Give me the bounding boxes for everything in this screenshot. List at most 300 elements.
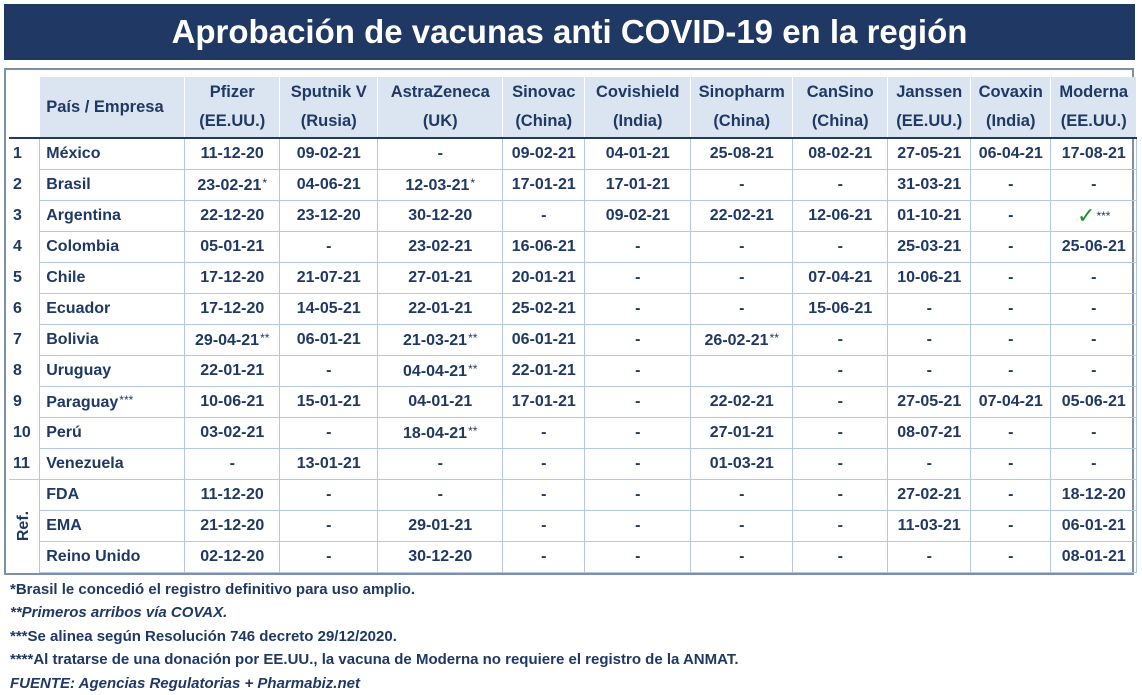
row-number: 10 <box>13 424 31 441</box>
footnote-line: ***Se alinea según Resolución 746 decreto 29/12/2020. <box>10 627 397 645</box>
footnote-line: FUENTE: Agencias Regulatorias + Pharmabiz.net <box>10 674 360 692</box>
row-number: 6 <box>13 300 22 317</box>
date-cell <box>1051 542 1137 573</box>
date-cell <box>971 449 1051 480</box>
cell-value: 22-12-20 <box>200 207 265 224</box>
date-cell <box>280 356 378 387</box>
footnote-marker: * <box>470 175 476 190</box>
date-cell <box>378 138 503 170</box>
cell-value: - <box>926 548 932 565</box>
cell-value: - <box>739 269 745 286</box>
row-number: 2 <box>13 176 22 193</box>
date-cell <box>503 356 585 387</box>
date-cell <box>503 449 585 480</box>
date-cell <box>793 449 888 480</box>
vaccine-name: Sinovac <box>512 83 576 101</box>
table-row <box>9 418 1137 449</box>
country-column-header: País / Empresa <box>40 77 185 138</box>
date-cell <box>1051 325 1137 356</box>
country-label: Paraguay <box>46 393 119 411</box>
cell-value: - <box>1091 331 1097 348</box>
cell-value: 21-07-21 <box>296 269 361 286</box>
date-cell <box>503 542 585 573</box>
date-cell <box>971 232 1051 263</box>
date-cell <box>378 542 503 573</box>
reference-row <box>9 542 1137 573</box>
date-cell <box>888 511 971 542</box>
footnote-line: ****Al tratarse de una donación por EE.UU., la vacuna de Moderna no requiere el registro de la ANMAT. <box>10 651 739 669</box>
cell-value: - <box>326 548 332 565</box>
cell-value: 26-02-21 <box>704 331 769 349</box>
cell-value: 17-12-20 <box>200 269 265 286</box>
date-cell <box>971 542 1051 573</box>
cell-value: 01-03-21 <box>709 455 774 472</box>
cell-value: 17-12-20 <box>200 300 265 317</box>
page-title: Aprobación de vacunas anti COVID-19 en la región <box>4 4 1135 60</box>
agency-name: EMA <box>40 511 185 542</box>
date-cell <box>280 263 378 294</box>
cell-value: 27-01-21 <box>709 424 774 441</box>
date-cell <box>888 170 971 201</box>
date-cell <box>280 325 378 356</box>
date-cell <box>888 542 971 573</box>
date-cell <box>971 201 1051 232</box>
date-cell <box>378 511 503 542</box>
cell-value: 31-03-21 <box>897 176 962 193</box>
vaccine-header <box>971 77 1051 138</box>
vaccine-origin: (UK) <box>422 112 458 130</box>
country-name <box>40 263 185 294</box>
date-cell <box>585 325 691 356</box>
agency-name: Reino Unido <box>40 542 185 573</box>
date-cell <box>1051 511 1137 542</box>
country-name <box>40 201 185 232</box>
date-cell <box>888 356 971 387</box>
cell-value: 18-04-21 <box>403 424 468 442</box>
cell-value: 27-05-21 <box>897 393 962 410</box>
date-cell <box>793 542 888 573</box>
cell-value: 06-01-21 <box>511 331 576 348</box>
cell-value: - <box>541 424 547 441</box>
vaccine-header <box>185 77 280 138</box>
date-cell <box>378 356 503 387</box>
vaccine-name: Covishield <box>596 83 680 101</box>
cell-value: - <box>437 455 443 472</box>
table-row <box>9 170 1137 201</box>
cell-value: - <box>635 424 641 441</box>
date-cell <box>503 511 585 542</box>
cell-value: - <box>635 331 641 348</box>
date-cell <box>1051 232 1137 263</box>
cell-value: 08-07-21 <box>897 424 962 441</box>
date-cell <box>378 201 503 232</box>
footnote-marker: *** <box>119 392 134 407</box>
cell-value: - <box>635 517 641 534</box>
cell-value: 17-01-21 <box>511 176 576 193</box>
date-cell <box>793 294 888 325</box>
date-cell <box>585 201 691 232</box>
cell-value: - <box>1008 331 1014 348</box>
date-cell <box>971 387 1051 418</box>
date-cell <box>1051 201 1137 232</box>
cell-value: - <box>326 517 332 534</box>
date-cell <box>691 325 793 356</box>
date-cell <box>888 294 971 325</box>
cell-value: 25-02-21 <box>511 300 576 317</box>
cell-value: - <box>1008 300 1014 317</box>
date-cell <box>691 387 793 418</box>
vaccine-origin: (EE.UU.) <box>199 112 266 130</box>
date-cell <box>503 170 585 201</box>
date-cell <box>793 511 888 542</box>
cell-value: - <box>635 362 641 379</box>
country-label: Venezuela <box>46 455 124 472</box>
date-cell <box>185 201 280 232</box>
date-cell <box>503 201 585 232</box>
cell-value: - <box>1008 176 1014 193</box>
date-cell <box>691 418 793 449</box>
reference-row <box>9 480 1137 511</box>
row-number: 4 <box>13 238 22 255</box>
cell-value: - <box>229 455 235 472</box>
date-cell <box>888 201 971 232</box>
country-label: Perú <box>46 424 82 441</box>
cell-value: 14-05-21 <box>296 300 361 317</box>
cell-value: - <box>837 455 843 472</box>
vaccine-origin: (China) <box>515 112 573 130</box>
date-cell <box>1051 449 1137 480</box>
table-row <box>9 263 1137 294</box>
cell-value: - <box>635 300 641 317</box>
cell-value: 08-02-21 <box>808 145 873 162</box>
cell-value: 04-01-21 <box>408 393 473 410</box>
cell-value: - <box>1008 517 1014 534</box>
date-cell <box>888 480 971 511</box>
cell-value: 21-12-20 <box>200 517 265 534</box>
date-cell <box>585 387 691 418</box>
cell-value: 02-12-20 <box>200 548 265 565</box>
cell-value: 15-01-21 <box>296 393 361 410</box>
cell-value: - <box>837 393 843 410</box>
cell-value: - <box>739 486 745 503</box>
date-cell <box>888 138 971 170</box>
cell-value: 10-06-21 <box>200 393 265 410</box>
vaccine-header <box>793 77 888 138</box>
reference-row <box>9 511 1137 542</box>
cell-value: - <box>541 486 547 503</box>
footnotes <box>10 578 739 695</box>
date-cell <box>185 294 280 325</box>
table-row <box>9 356 1137 387</box>
cell-value: - <box>326 362 332 379</box>
row-number: 7 <box>13 331 22 348</box>
vaccine-origin: (China) <box>713 112 771 130</box>
date-cell <box>378 387 503 418</box>
cell-value: 04-04-21 <box>403 362 468 380</box>
date-cell <box>585 418 691 449</box>
date-cell <box>793 480 888 511</box>
cell-value: 18-12-20 <box>1061 486 1126 503</box>
footnote-marker: *** <box>1096 209 1111 223</box>
table-row <box>9 138 1137 170</box>
cell-value: - <box>1091 300 1097 317</box>
date-cell <box>793 387 888 418</box>
vaccine-header <box>888 77 971 138</box>
cell-value: 07-04-21 <box>808 269 873 286</box>
date-cell <box>185 263 280 294</box>
cell-value: 12-06-21 <box>808 207 873 224</box>
country-label: Brasil <box>46 176 91 193</box>
footnote-marker: ** <box>769 330 779 345</box>
country-label: Chile <box>46 269 86 286</box>
cell-value: - <box>1091 269 1097 286</box>
date-cell <box>1051 387 1137 418</box>
country-label: Argentina <box>46 207 121 224</box>
date-cell <box>888 387 971 418</box>
country-name <box>40 356 185 387</box>
vaccine-header <box>503 77 585 138</box>
date-cell <box>585 294 691 325</box>
date-cell <box>691 138 793 170</box>
country-name <box>40 449 185 480</box>
date-cell <box>503 138 585 170</box>
cell-value: - <box>739 176 745 193</box>
cell-value: - <box>837 362 843 379</box>
ref-label-cell <box>9 480 40 573</box>
date-cell <box>185 542 280 573</box>
cell-value: 29-04-21 <box>195 331 260 349</box>
date-cell <box>378 294 503 325</box>
cell-value: - <box>837 548 843 565</box>
cell-value: - <box>926 331 932 348</box>
date-cell <box>185 356 280 387</box>
date-cell <box>185 170 280 201</box>
cell-value: 17-01-21 <box>605 176 670 193</box>
cell-value: 11-03-21 <box>897 517 961 534</box>
date-cell <box>378 480 503 511</box>
cell-value: - <box>635 393 641 410</box>
date-cell <box>691 356 793 387</box>
date-cell <box>793 170 888 201</box>
country-name <box>40 138 185 170</box>
cell-value: 11-12-20 <box>200 145 264 162</box>
date-cell <box>280 418 378 449</box>
footnote-marker: ** <box>468 361 478 376</box>
date-cell <box>971 263 1051 294</box>
vaccine-name: CanSino <box>806 83 874 101</box>
header-num-cell <box>9 77 40 138</box>
cell-value: - <box>326 238 332 255</box>
agency-name: FDA <box>40 480 185 511</box>
table-row <box>9 232 1137 263</box>
cell-value: 05-06-21 <box>1061 393 1126 410</box>
date-cell <box>888 325 971 356</box>
table-row <box>9 325 1137 356</box>
vaccine-name: AstraZeneca <box>390 83 490 101</box>
date-cell <box>691 511 793 542</box>
cell-value: - <box>437 486 443 503</box>
date-cell <box>585 449 691 480</box>
cell-value: 21-03-21 <box>403 331 468 349</box>
date-cell <box>503 387 585 418</box>
cell-value: - <box>1091 455 1097 472</box>
cell-value: - <box>635 269 641 286</box>
date-cell <box>585 480 691 511</box>
cell-value: 27-02-21 <box>897 486 962 503</box>
date-cell <box>793 418 888 449</box>
vaccine-origin: (EE.UU.) <box>1060 112 1127 130</box>
cell-value: - <box>926 362 932 379</box>
date-cell <box>185 232 280 263</box>
table-row <box>9 201 1137 232</box>
date-cell <box>1051 170 1137 201</box>
cell-value: - <box>1008 548 1014 565</box>
cell-value: 01-10-21 <box>897 207 962 224</box>
date-cell <box>280 170 378 201</box>
country-name <box>40 232 185 263</box>
date-cell <box>585 138 691 170</box>
cell-value: - <box>837 331 843 348</box>
cell-value: 20-01-21 <box>511 269 576 286</box>
date-cell <box>503 294 585 325</box>
date-cell <box>1051 356 1137 387</box>
date-cell <box>185 138 280 170</box>
cell-value: 10-06-21 <box>897 269 962 286</box>
date-cell <box>503 263 585 294</box>
cell-value: - <box>326 424 332 441</box>
vaccine-name: Sputnik V <box>290 83 367 101</box>
date-cell <box>280 542 378 573</box>
cell-value: - <box>437 145 443 162</box>
cell-value: 23-02-21 <box>408 238 473 255</box>
cell-value: 16-06-21 <box>511 238 576 255</box>
country-label: México <box>46 145 101 162</box>
cell-value: 05-01-21 <box>200 238 265 255</box>
date-cell <box>585 170 691 201</box>
vaccine-name: Moderna <box>1059 83 1129 101</box>
footnote-marker: ** <box>468 330 478 345</box>
date-cell <box>691 263 793 294</box>
cell-value: - <box>739 548 745 565</box>
cell-value: - <box>926 300 932 317</box>
header-row <box>9 77 1137 138</box>
date-cell <box>971 356 1051 387</box>
date-cell <box>185 449 280 480</box>
date-cell <box>888 232 971 263</box>
vaccine-origin: (EE.UU.) <box>896 112 963 130</box>
cell-value: - <box>635 486 641 503</box>
date-cell <box>1051 138 1137 170</box>
date-cell <box>378 418 503 449</box>
date-cell <box>185 325 280 356</box>
date-cell <box>1051 263 1137 294</box>
cell-value: - <box>837 517 843 534</box>
table-row <box>9 294 1137 325</box>
cell-value: - <box>1008 269 1014 286</box>
date-cell <box>378 232 503 263</box>
date-cell <box>280 138 378 170</box>
cell-value: 09-02-21 <box>296 145 361 162</box>
check-icon: ✓ <box>1077 203 1096 228</box>
footnote-line: *Brasil le concedió el registro definitivo para uso amplio. <box>10 581 416 598</box>
date-cell <box>378 325 503 356</box>
date-cell <box>185 418 280 449</box>
date-cell <box>691 232 793 263</box>
cell-value: 30-12-20 <box>408 548 473 565</box>
date-cell <box>378 449 503 480</box>
date-cell <box>503 418 585 449</box>
country-name <box>40 294 185 325</box>
date-cell <box>793 263 888 294</box>
vaccine-name: Covaxin <box>978 83 1043 101</box>
row-number: 3 <box>13 207 22 224</box>
date-cell <box>691 170 793 201</box>
cell-value: 09-02-21 <box>605 207 670 224</box>
cell-value: - <box>635 548 641 565</box>
date-cell <box>888 263 971 294</box>
date-cell <box>280 511 378 542</box>
date-cell <box>691 449 793 480</box>
date-cell <box>378 170 503 201</box>
cell-value: 06-04-21 <box>978 145 1043 162</box>
date-cell <box>1051 294 1137 325</box>
row-number: 1 <box>9 138 40 170</box>
cell-value: 15-06-21 <box>808 300 873 317</box>
cell-value: 09-02-21 <box>511 145 576 162</box>
cell-value: 22-01-21 <box>200 362 265 379</box>
cell-value: 07-04-21 <box>978 393 1043 410</box>
date-cell <box>888 418 971 449</box>
cell-value: - <box>837 486 843 503</box>
date-cell <box>503 232 585 263</box>
cell-value: 27-01-21 <box>408 269 473 286</box>
vaccine-origin: (India) <box>612 112 663 130</box>
date-cell <box>971 480 1051 511</box>
vaccine-header <box>280 77 378 138</box>
vaccine-name: Sinopharm <box>698 83 785 101</box>
date-cell <box>793 356 888 387</box>
cell-value: - <box>326 486 332 503</box>
footnote-marker: ** <box>468 423 478 438</box>
date-cell <box>793 201 888 232</box>
cell-value: - <box>635 455 641 472</box>
cell-value: 22-01-21 <box>408 300 473 317</box>
vaccine-header <box>691 77 793 138</box>
cell-value: 11-12-20 <box>200 486 264 503</box>
cell-value: - <box>739 238 745 255</box>
date-cell <box>793 138 888 170</box>
vaccine-name: Janssen <box>896 83 963 101</box>
cell-value: - <box>837 238 843 255</box>
date-cell <box>971 294 1051 325</box>
cell-value: - <box>837 176 843 193</box>
cell-value: 06-01-21 <box>1061 517 1126 534</box>
cell-value: - <box>1008 486 1014 503</box>
date-cell <box>971 325 1051 356</box>
cell-value: 23-12-20 <box>296 207 361 224</box>
cell-value: - <box>739 300 745 317</box>
country-name <box>40 170 185 201</box>
cell-value: 03-02-21 <box>200 424 265 441</box>
vaccine-approval-table <box>9 77 1137 573</box>
footnote-marker: ** <box>260 330 270 345</box>
date-cell <box>585 232 691 263</box>
cell-value: - <box>1008 455 1014 472</box>
cell-value: 23-02-21 <box>197 176 262 194</box>
ref-label: Ref. <box>15 511 33 542</box>
cell-value: 22-02-21 <box>709 393 774 410</box>
vaccine-header <box>1051 77 1137 138</box>
